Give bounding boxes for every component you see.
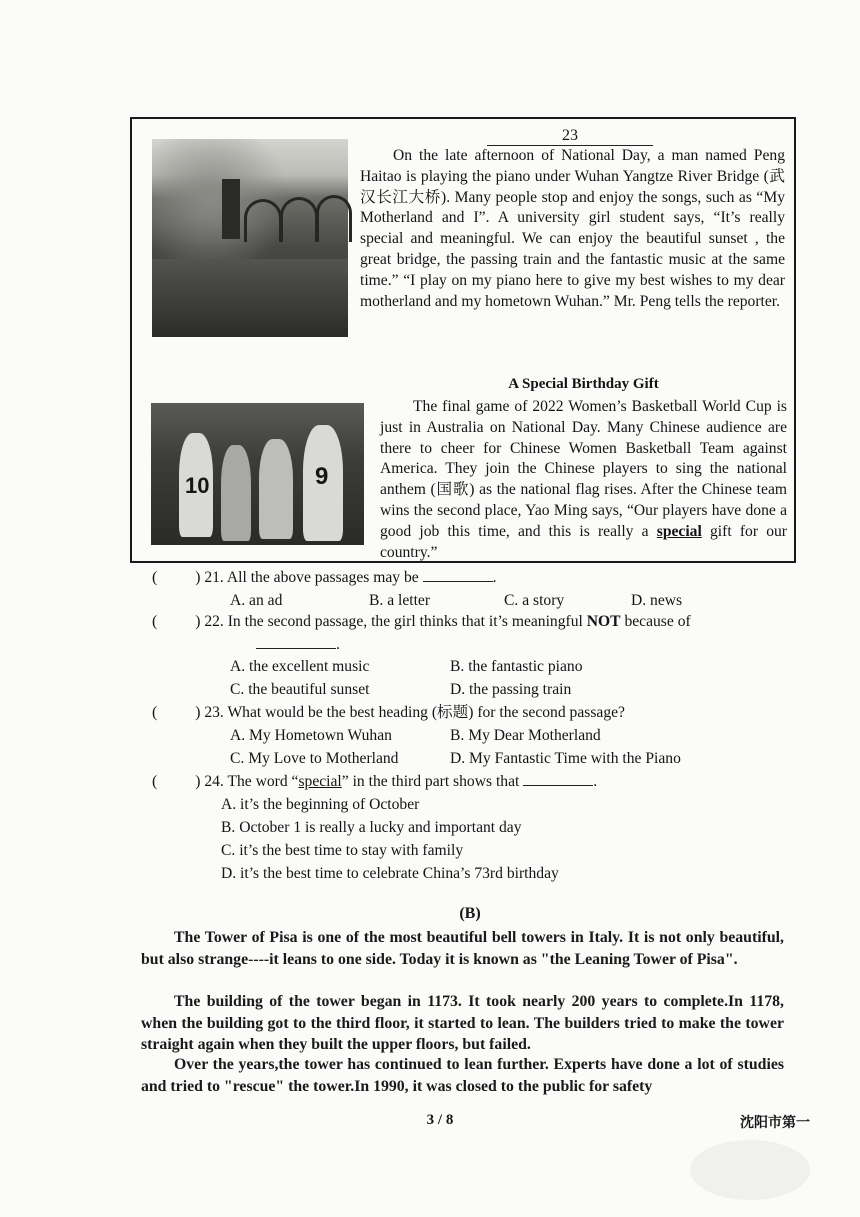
- question-21-stem: All the above passages may be: [226, 569, 419, 586]
- passage-number: 23: [487, 127, 653, 146]
- option-22b: B. the fantastic piano: [450, 658, 583, 675]
- wuhan-bridge-photo: [152, 139, 348, 337]
- special-word: special: [656, 522, 702, 540]
- option-22a: A. the excellent music: [230, 658, 370, 675]
- option-22d: D. the passing train: [450, 681, 572, 698]
- option-22c: C. the beautiful sunset: [230, 681, 370, 698]
- passage-three-text: The final game of 2022 Women’s Basketball World Cup is just in Australia on National Day. Many Chinese audience are there to cheer for Chinese Women Basketball Team against America. They join the Chinese players to sing the national anthem (国歌) as the national flag rises. After the Chinese team wins the second place, Yao Ming says, “Our players have done a good job this time, and this is really a special gift for our country.”: [380, 398, 787, 561]
- option-23b: B. My Dear Motherland: [450, 727, 601, 744]
- passage-three-title: A Special Birthday Gift: [508, 376, 659, 392]
- option-23c: C. My Love to Motherland: [230, 750, 399, 767]
- section-b-paragraph-3: Over the years,the tower has continued to lean further. Experts have done a lot of studies and tried to "rescue" the tower.In 1990, it was closed to the public for safety: [141, 1056, 784, 1095]
- option-21a: A. an ad: [230, 592, 283, 609]
- question-23: ( ) 23. What would be the best heading (标题) for the second passage?: [152, 704, 625, 721]
- school-name: 沈阳市第一: [740, 1115, 810, 1131]
- jersey-number-10: 10: [185, 473, 210, 498]
- option-24c: C. it’s the best time to stay with family: [221, 842, 464, 859]
- answer-blank: [423, 567, 493, 582]
- jersey-number-9: 9: [315, 463, 329, 490]
- question-24: ( ) 24. The word “special” in the third part shows that .: [152, 773, 598, 790]
- option-24d: D. it’s the best time to celebrate China’s 73rd birthday: [221, 865, 559, 882]
- option-21c: C. a story: [504, 592, 565, 609]
- basketball-photo: [151, 403, 364, 545]
- question-22-blank: .: [256, 634, 340, 656]
- section-b-paragraph-2: The building of the tower began in 1173. It took nearly 200 years to complete.In 1178, when the building got to the third floor, it started to lean. The builders tried to make the tower straight again when they built the upper floors, but failed.: [141, 993, 784, 1054]
- question-21: ( ) 21. All the above passages may be .: [152, 569, 497, 586]
- page-number: 3 / 8: [426, 1112, 454, 1128]
- answer-blank: [523, 771, 593, 786]
- option-21d: D. news: [631, 592, 683, 609]
- question-22: ( ) 22. In the second passage, the girl thinks that it’s meaningful NOT because of: [152, 613, 691, 630]
- option-23a: A. My Hometown Wuhan: [230, 727, 392, 744]
- section-b-paragraph-1: The Tower of Pisa is one of the most beautiful bell towers in Italy. It is not only beautiful, but also strange----it leans to one side. Today it is known as "the Leaning Tower of Pisa".: [141, 929, 784, 968]
- passage-two-text: On the late afternoon of National Day, a man named Peng Haitao is playing the piano under Wuhan Yangtze River Bridge (武汉长江大桥). Many people stop and enjoy the songs, such as “My Motherland and I”. A university girl student says, “It’s really special and meaningful. We can enjoy the beautiful sunset , the great bridge, the passing train and the fantastic music at the same time.” “I play on my piano here to give my best wishes to my dear motherland and my hometown Wuhan.” Mr. Peng tells the reporter.: [360, 147, 785, 310]
- option-23d: D. My Fantastic Time with the Piano: [450, 750, 681, 767]
- option-21b: B. a letter: [369, 592, 431, 609]
- option-24b: B. October 1 is really a lucky and important day: [221, 819, 522, 836]
- section-b-heading: (B): [459, 905, 481, 922]
- answer-blank: [256, 634, 336, 649]
- scan-smudge: [690, 1140, 810, 1200]
- option-24a: A. it’s the beginning of October: [221, 796, 420, 813]
